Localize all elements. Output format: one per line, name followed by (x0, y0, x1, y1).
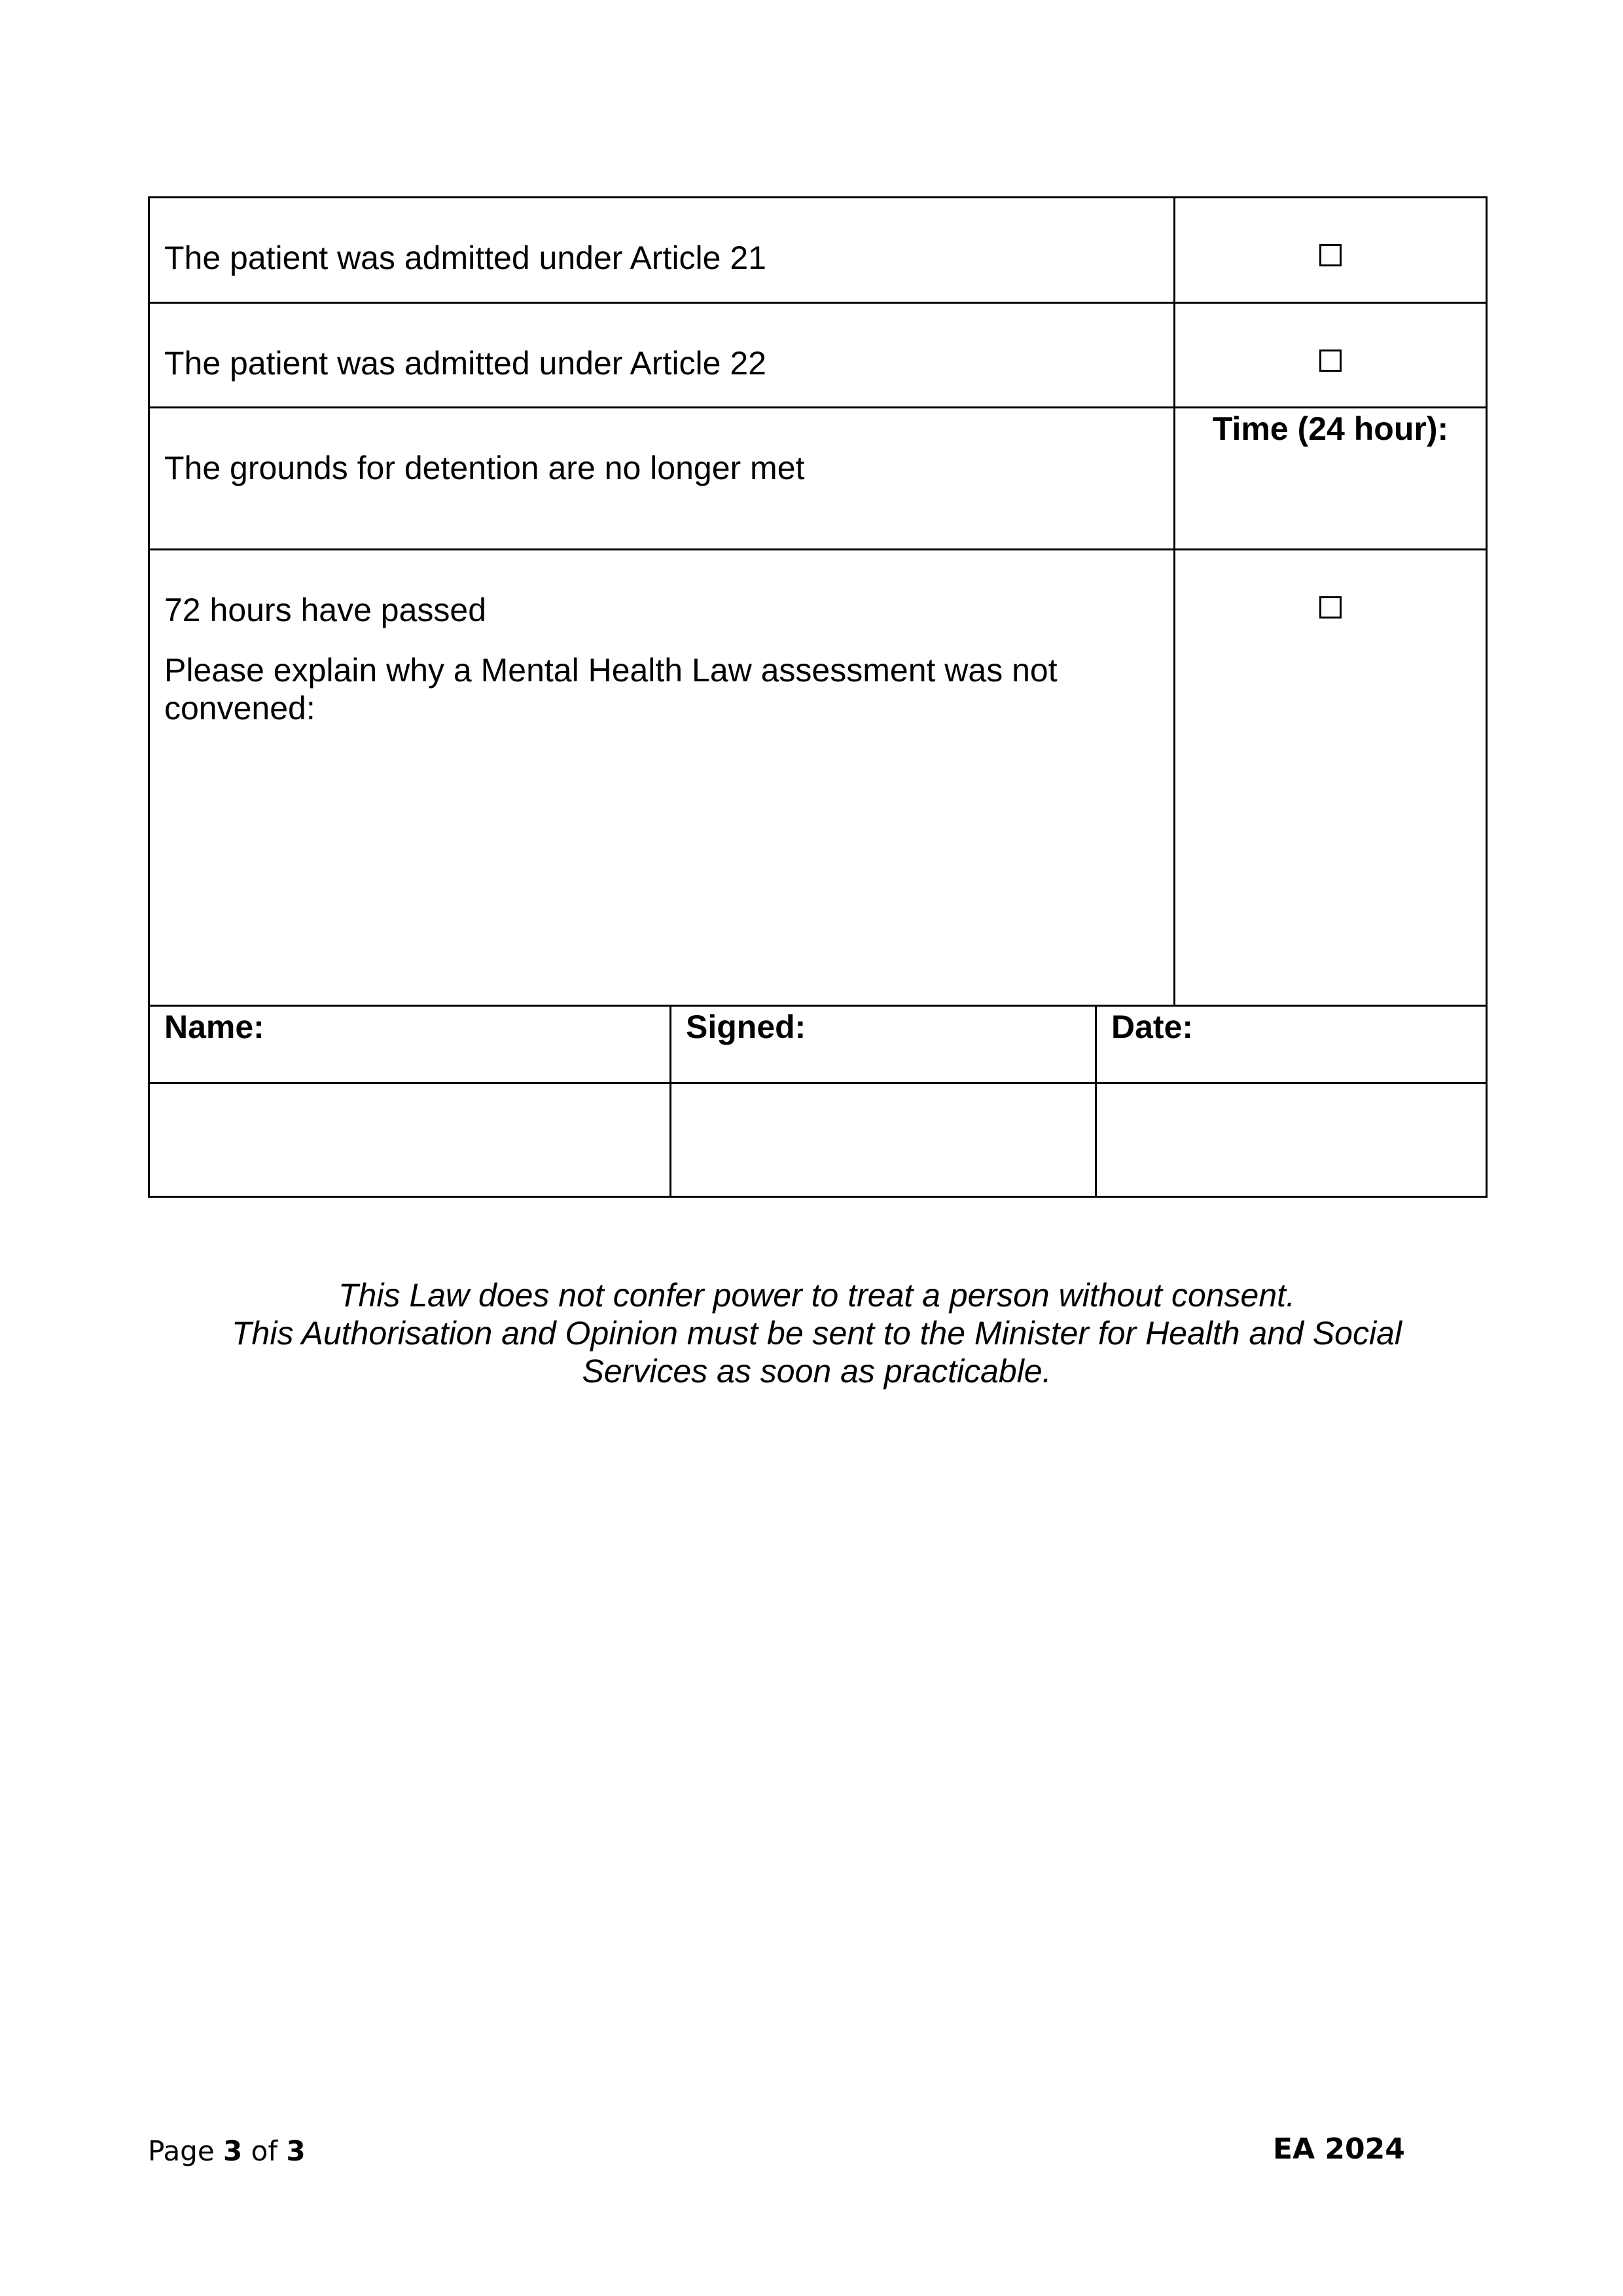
date-field[interactable] (1096, 1083, 1487, 1197)
total-pages: 3 (286, 2135, 306, 2167)
signature-entry-row (149, 1083, 1487, 1197)
article-22-checkbox[interactable] (1319, 350, 1342, 372)
72-hours-checkbox[interactable] (1319, 596, 1342, 619)
page-number: Page 3 of 3 (148, 2135, 306, 2167)
signature-header-row (149, 1006, 1487, 1083)
row-grounds-no-longer-met (149, 408, 1487, 550)
current-page: 3 (223, 2135, 243, 2167)
name-label: Name: (164, 1009, 264, 1045)
72-hours-label: 72 hours have passed (164, 592, 487, 628)
article-22-label: The patient was admitted under Article 22 (164, 345, 766, 382)
form-table (148, 196, 1488, 1198)
signature-field[interactable] (671, 1083, 1096, 1197)
form-code: EA 2024 (1273, 2132, 1405, 2166)
row-article-22 (149, 303, 1487, 408)
signed-label: Signed: (686, 1009, 806, 1045)
explain-prompt: Please explain why a Mental Health Law assessment was not convened: (164, 652, 1058, 726)
consent-note: This Law does not confer power to treat a person without consent. (338, 1277, 1295, 1314)
name-field[interactable] (149, 1083, 671, 1197)
row-72-hours (149, 550, 1487, 1006)
article-21-checkbox[interactable] (1319, 244, 1342, 266)
date-label: Date: (1111, 1009, 1194, 1045)
consent-notes (148, 1276, 1486, 1390)
row-article-21 (149, 198, 1487, 303)
minister-note: This Authorisation and Opinion must be sent to the Minister for Health and Social Services as soon as practicable. (232, 1315, 1402, 1390)
grounds-label: The grounds for detention are no longer met (164, 450, 805, 486)
article-21-label: The patient was admitted under Article 21 (164, 240, 766, 276)
time-24-hour-label: Time (24 hour): (1212, 410, 1449, 447)
